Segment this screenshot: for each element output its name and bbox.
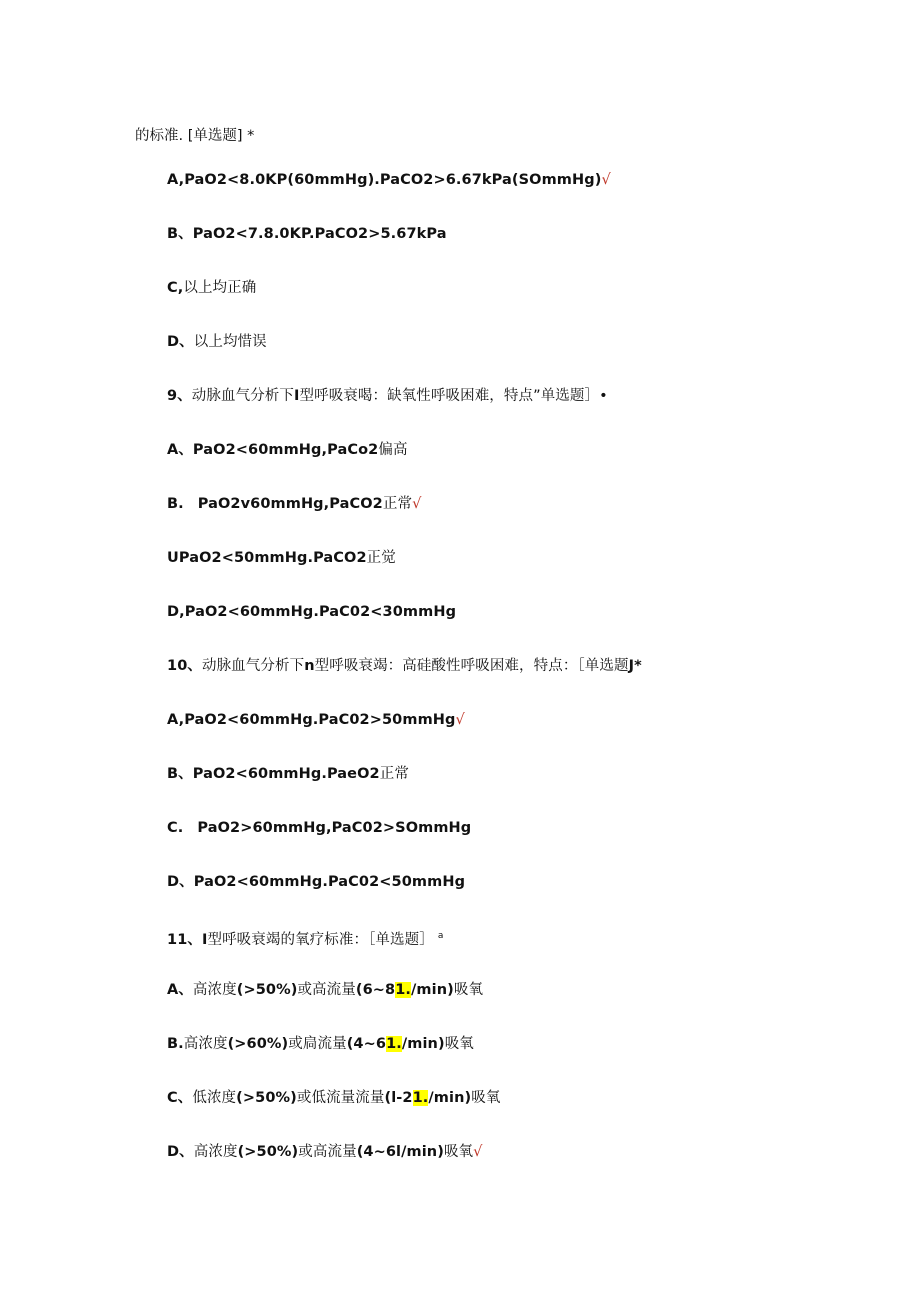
q11-option-a: A、高浓度(>50%)或高流量(6~81./min)吸氧 (167, 982, 484, 998)
q10-option-c: C. PaO2>60mmHg,PaC02>SOmmHg (167, 820, 472, 836)
q9-option-a: A、PaO2<60mmHg,PaCo2偏高 (167, 442, 408, 458)
q8-option-a: A,PaO2<8.0KP(60mmHg).PaCO2>6.67kPa(SOmmHg)√ (167, 172, 611, 188)
q9-option-d: D,PaO2<60mmHg.PaC02<30mmHg (167, 604, 457, 620)
q11-option-c: C、低浓度(>50%)或低流量流量(l-21./min)吸氧 (167, 1090, 501, 1106)
correct-check-icon: √ (473, 1144, 483, 1160)
q10-option-d: D、PaO2<60mmHg.PaC02<50mmHg (167, 874, 466, 890)
q11-option-d: D、高浓度(>50%)或高流量(4~6l/min)吸氧√ (167, 1144, 483, 1160)
q8-stem (135, 126, 254, 146)
highlight-mark: 1. (395, 982, 412, 998)
q10-option-a: A,PaO2<60mmHg.PaC02>50mmHg√ (167, 712, 465, 728)
correct-check-icon: √ (601, 172, 611, 188)
q11-option-b: B.高浓度(>60%)或扃流量(4~61./min)吸氧 (167, 1036, 474, 1052)
q9-option-c: UPaO2<50mmHg.PaCO2正觉 (167, 550, 396, 566)
q10-option-b: B、PaO2<60mmHg.PaeO2正常 (167, 766, 409, 782)
q10-stem: 10、动脉血气分析下n型呼吸衰竭：高硅酸性呼吸困难，特点：［单选题J* (167, 658, 642, 674)
q8-option-b: B、PaO2<7.8.0KP.PaCO2>5.67kPa (167, 226, 447, 242)
q8-option-c: C,以上均正确 (167, 280, 257, 296)
correct-check-icon: √ (412, 496, 422, 512)
q11-stem: 11、I型呼吸衰竭的氧疗标准：［单选题］ $^a$ (167, 931, 444, 948)
correct-check-icon: √ (455, 712, 465, 728)
q9-stem: 9、动脉血气分析下I型呼吸衰喝：缺氧性呼吸困难，特点”单选题］• (167, 388, 608, 404)
highlight-mark: 1. (412, 1090, 429, 1106)
highlight-mark: 1. (386, 1036, 402, 1052)
q9-option-b: B. PaO2v60mmHg,PaCO2正常√ (167, 496, 422, 512)
q8-option-d: D、以上均惜误 (167, 334, 267, 350)
q8-stem-text: 的标准. [单选题] * (135, 128, 255, 144)
